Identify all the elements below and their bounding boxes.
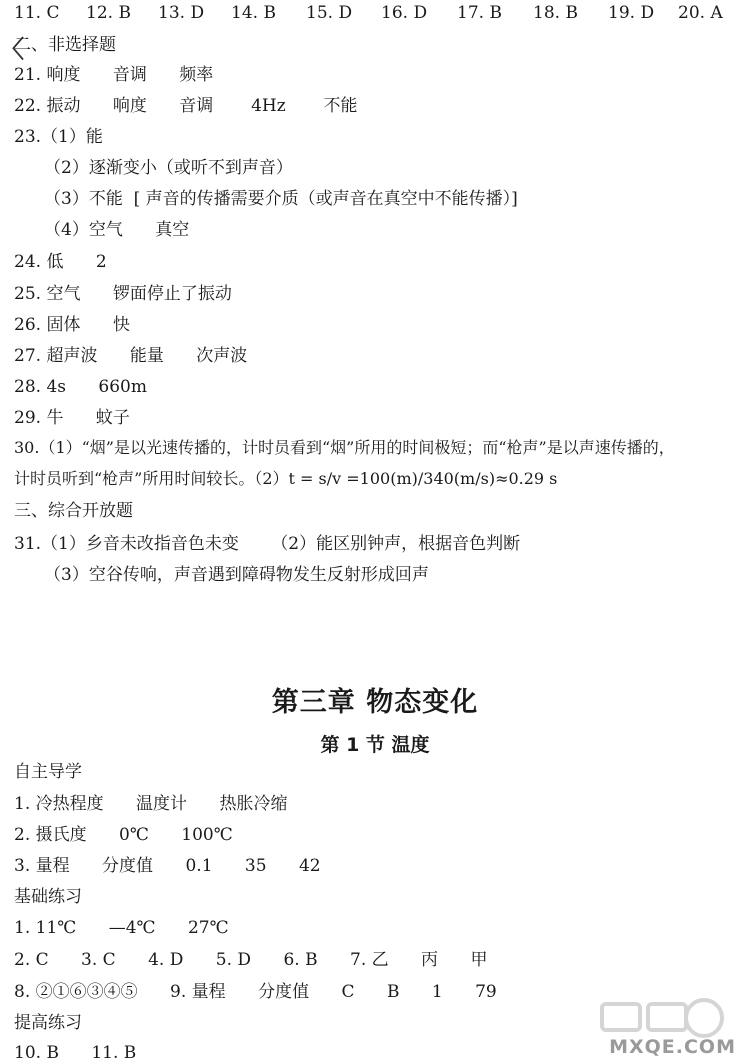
answer-25: 25. 空气 锣面停止了振动 bbox=[14, 284, 232, 304]
advanced-answers: 10. B 11. B bbox=[14, 1043, 137, 1063]
answer-28: 28. 4s 660m bbox=[14, 377, 147, 397]
answer-row-11-20 bbox=[0, 2, 750, 24]
answer-29: 29. 牛 蚊子 bbox=[14, 408, 130, 428]
watermark-text: MXQE.COM bbox=[609, 1036, 736, 1058]
answer-27: 27. 超声波 能量 次声波 bbox=[14, 346, 248, 366]
answer-19: 19. D bbox=[608, 3, 655, 23]
answer-15: 15. D bbox=[306, 3, 353, 23]
heading-basic-practice: 基础练习 bbox=[14, 887, 82, 907]
answer-31-line1: 31.（1）乡音未改指音色未变 （2）能区别钟声，根据音色判断 bbox=[14, 534, 521, 554]
answer-23-2: （2）逐渐变小（或听不到声音） bbox=[44, 158, 293, 178]
section-title: 第 1 节 温度 bbox=[320, 734, 430, 756]
answer-22: 22. 振动 响度 音调 4Hz 不能 bbox=[14, 96, 358, 116]
answer-23-4: （4）空气 真空 bbox=[44, 220, 190, 240]
answer-16: 16. D bbox=[381, 3, 428, 23]
side-mark: 〈 bbox=[0, 35, 24, 63]
answer-23-3: （3）不能 [ 声音的传播需要介质（或声音在真空中不能传播）] bbox=[44, 189, 518, 209]
answer-24: 24. 低 2 bbox=[14, 252, 107, 272]
answer-18: 18. B bbox=[533, 3, 578, 23]
answer-1: 1. 冷热程度 温度计 热胀冷缩 bbox=[14, 794, 288, 814]
basic-answer-1: 1. 11℃ —4℃ 27℃ bbox=[14, 918, 229, 938]
basic-answers-8-9: 8. ②①⑥③④⑤ 9. 量程 分度值 C B 1 79 bbox=[14, 982, 497, 1002]
section-open-ended: 三、综合开放题 bbox=[14, 501, 133, 521]
chapter-title: 第三章 物态变化 bbox=[271, 687, 479, 718]
answer-14: 14. B bbox=[231, 3, 276, 23]
answer-31-line2: （3）空谷传响，声音遇到障碍物发生反射形成回声 bbox=[44, 565, 429, 585]
answer-12: 12. B bbox=[86, 3, 131, 23]
answer-17: 17. B bbox=[457, 3, 502, 23]
answer-13: 13. D bbox=[158, 3, 205, 23]
answer-3: 3. 量程 分度值 0.1 35 42 bbox=[14, 856, 321, 876]
answer-23-1: 23.（1）能 bbox=[14, 127, 103, 147]
answer-2: 2. 摄氏度 0℃ 100℃ bbox=[14, 825, 233, 845]
section-non-choice: 二、非选择题 bbox=[14, 35, 116, 55]
heading-self-study: 自主导学 bbox=[14, 762, 82, 782]
answer-26: 26. 固体 快 bbox=[14, 315, 130, 335]
answer-21: 21. 响度 音调 频率 bbox=[14, 65, 214, 85]
heading-advanced-practice: 提高练习 bbox=[14, 1013, 82, 1033]
answer-30-line1: 30.（1）“烟”是以光速传播的，计时员看到“烟”所用的时间极短；而“枪声”是以声速传播的， bbox=[14, 438, 675, 457]
basic-answers-2-7: 2. C 3. C 4. D 5. D 6. B 7. 乙 丙 甲 bbox=[14, 950, 488, 970]
answer-20: 20. A bbox=[678, 3, 723, 23]
answer-30-line2: 计时员听到“枪声”所用时间较长。（2）t = s/v =100(m)/340(m/s)≈0.29 s bbox=[14, 469, 558, 488]
answer-11: 11. C bbox=[14, 3, 60, 23]
